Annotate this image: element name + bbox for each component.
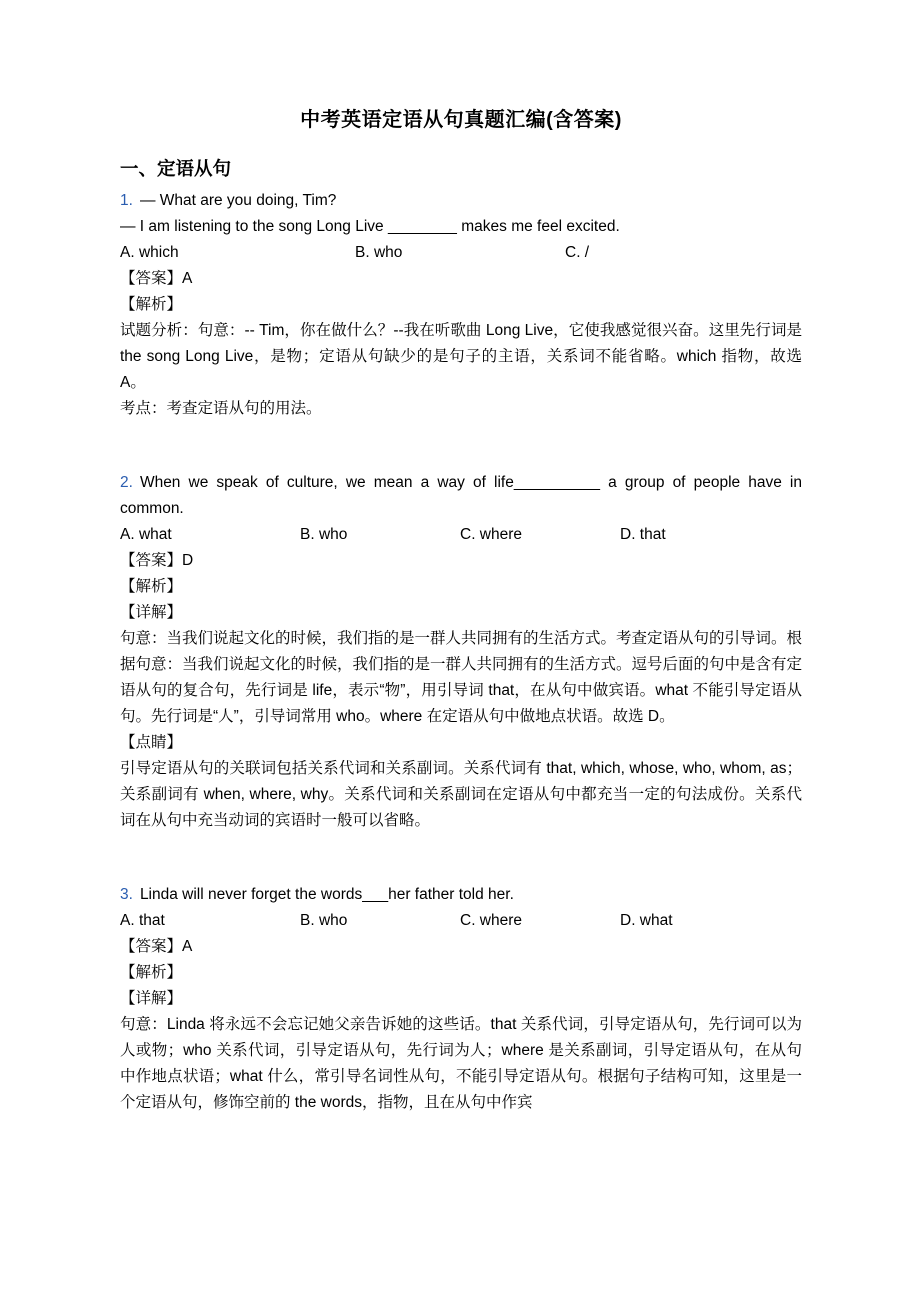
tip-text: 引导定语从句的关联词包括关系代词和关系副词。关系代词有 that, which, whose, who, whom, as；关系副词有 when, where, why。关系代词和关系副词在定语从句中都充当一定的句法成份。关系代词在从句中充当动词的宾语时一般可以省略。	[120, 760, 802, 829]
answer-line: 【答案】A	[120, 938, 193, 955]
analysis-text: 句意：当我们说起文化的时候，我们指的是一群人共同拥有的生活方式。考查定语从句的引导词。根据句意：当我们说起文化的时候，我们指的是一群人共同拥有的生活方式。逗号后面的句中是含有定语从句的复合句，先行词是 life，表示“物”，用引导词 that，在从句中做宾语。what 不能引导定语从句。先行词是“人”，引导词常用 who。where 在定语从句中做地点状语。故选 D。	[120, 630, 803, 725]
answer-line: 【答案】D	[120, 552, 194, 569]
question-2	[120, 470, 802, 834]
question-2-stem-text: When we speak of culture, we mean a way of life__________ a group of people have in common.	[120, 474, 802, 517]
option-d: D. that	[620, 526, 666, 543]
question-1	[120, 188, 802, 422]
tip-label: 【点睛】	[120, 734, 183, 751]
option-b: B. who	[355, 244, 403, 261]
question-3-stem-text: Linda will never forget the words___her father told her.	[139, 886, 514, 903]
option-a: A. what	[120, 526, 172, 543]
analysis-label: 【解析】	[120, 296, 183, 313]
analysis-text: 句意：Linda 将永远不会忘记她父亲告诉她的这些话。that 关系代词，引导定语从句，先行词可以为人或物；who 关系代词，引导定语从句，先行词为人；where 是关系副词，引导定语从句，在从句中作地点状语；what 什么，常引导名词性从句，不能引导定语从句。根据句子结构可知，这里是一个定语从句，修饰空前的 the words，指物，且在从句中作宾	[120, 1016, 802, 1111]
detail-label: 【详解】	[120, 604, 183, 621]
analysis-label: 【解析】	[120, 964, 183, 981]
option-b: B. who	[300, 912, 348, 929]
section-gap	[120, 422, 802, 470]
answer-line: 【答案】A	[120, 270, 193, 287]
option-a: A. which	[120, 244, 179, 261]
option-b: B. who	[300, 526, 348, 543]
question-1-stem-line2: — I am listening to the song Long Live ________ makes me feel excited.	[120, 218, 620, 235]
question-3-stem	[120, 882, 802, 908]
question-1-options	[120, 240, 802, 266]
option-c: C. /	[565, 244, 590, 261]
question-1-stem-text: — What are you doing, Tim?	[139, 192, 337, 209]
option-c: C. where	[460, 912, 523, 929]
question-3	[120, 882, 802, 1116]
exam-point-text: 考点：考查定语从句的用法。	[120, 400, 322, 417]
question-3-number: 3.	[120, 886, 133, 903]
question-1-stem-line1	[120, 188, 802, 214]
question-2-number: 2.	[120, 474, 133, 491]
question-3-options	[120, 908, 802, 934]
question-2-options	[120, 522, 802, 548]
option-c: C. where	[460, 526, 523, 543]
detail-label: 【详解】	[120, 990, 183, 1007]
question-1-number: 1.	[120, 192, 133, 209]
analysis-text: 试题分析：句意：-- Tim，你在做什么？--我在听歌曲 Long Live，它使我感觉很兴奋。这里先行词是 the song Long Live，是物；定语从句缺少的是句子的主语，关系词不能省略。which 指物，故选 A。	[120, 322, 802, 391]
question-2-stem	[120, 470, 802, 522]
option-a: A. that	[120, 912, 165, 929]
section-gap	[120, 834, 802, 882]
section-heading: 一、定语从句	[120, 158, 232, 179]
page-title: 中考英语定语从句真题汇编(含答案)	[300, 109, 622, 131]
option-d: D. what	[620, 912, 673, 929]
analysis-label: 【解析】	[120, 578, 183, 595]
